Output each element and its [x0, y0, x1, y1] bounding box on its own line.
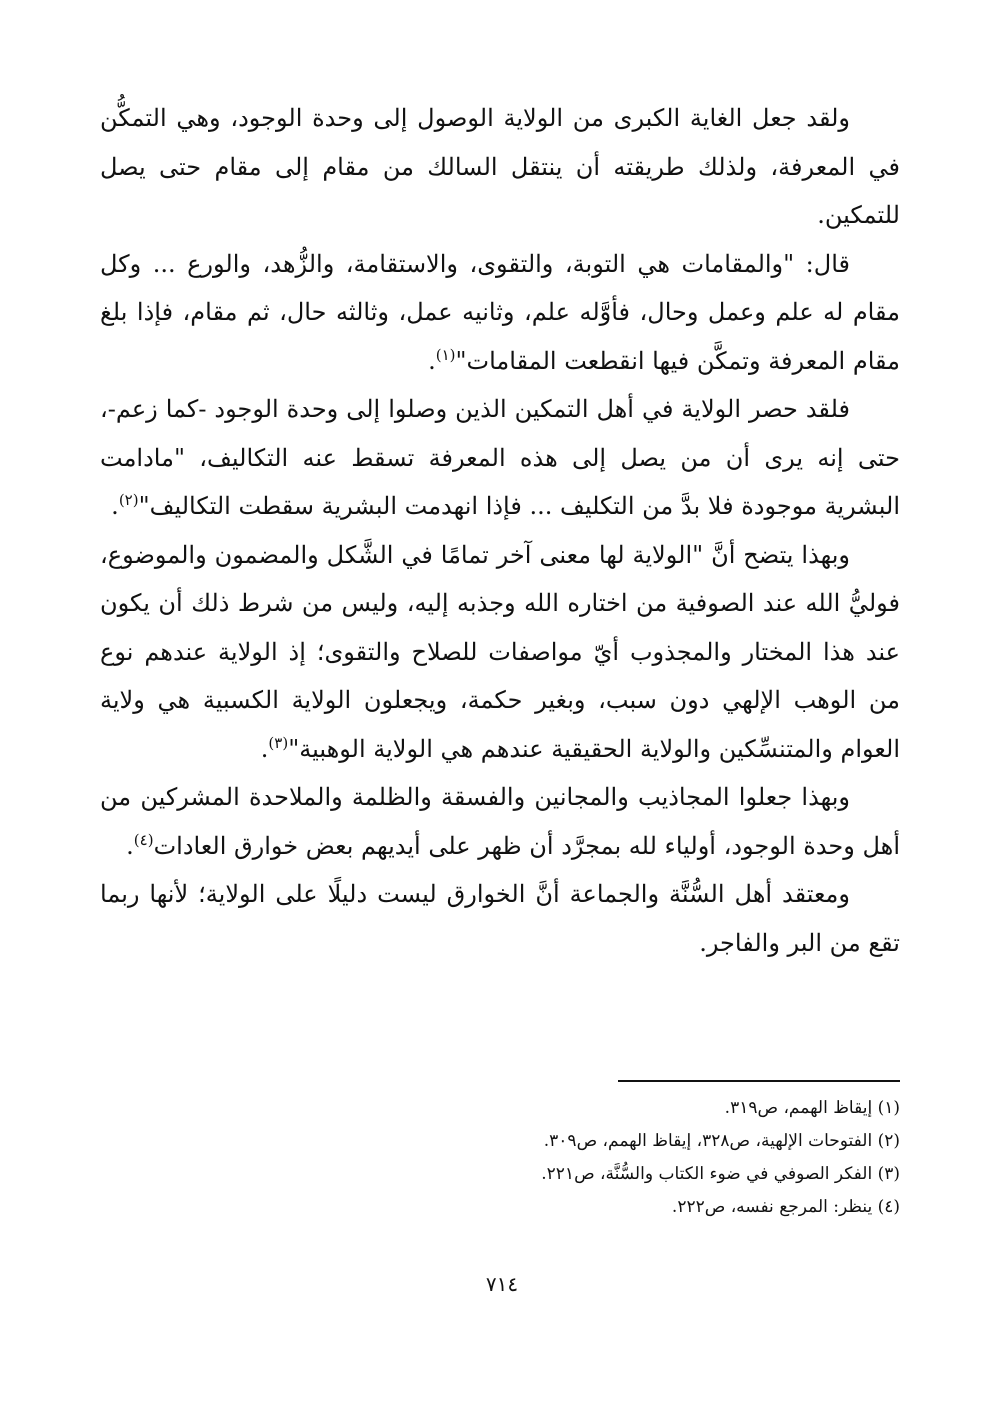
- footnote-reference[interactable]: (٤): [133, 830, 154, 849]
- footnote-3: (٣) الفكر الصوفي في ضوء الكتاب والسُّنَّة، ص٢٢١.: [541, 1164, 900, 1184]
- paragraph-3: [100, 385, 900, 531]
- paragraph-text: وبهذا يتضح أنَّ "الولاية لها معنى آخر تمامًا في الشَّكل والمضمون والموضوع، فوليُّ الله عند الصوفية من اختاره الله وجذبه إليه، وليس من شرط ذلك أن يكون عند هذا المختار والمجذوب أيّ مواصفات للصلاح والتقوى؛ إذ الولاية عندهم نوع من الوهب الإلهي دون سبب، وبغير حكمة، ويجعلون الولاية الكسبية هي ولاية العوام والمتنسِّكين والولاية الحقيقية عندهم هي الولاية الوهبية": [100, 540, 900, 763]
- paragraph-text: ومعتقد أهل السُّنَّة والجماعة أنَّ الخوارق ليست دليلًا على الولاية؛ لأنها ربما تقع من البر والفاجر.: [100, 880, 900, 957]
- footnote-reference[interactable]: (٢): [118, 491, 139, 509]
- paragraph-2: [100, 240, 900, 386]
- footnote-reference[interactable]: (١): [435, 345, 456, 364]
- footnote-4: (٤) ينظر: المرجع نفسه، ص٢٢٢.: [671, 1197, 900, 1217]
- footnote-2: (٢) الفتوحات الإلهية، ص٣٢٨، إيقاظ الهمم، ص٣٠٩.: [543, 1131, 900, 1151]
- paragraph-text: فلقد حصر الولاية في أهل التمكين الذين وصلوا إلى وحدة الوجود -كما زعم-، حتى إنه يرى أن من يصل إلى هذه المعرفة تسقط عنه التكاليف، "مادامت البشرية موجودة فلا بدَّ من التكليف ... فإذا انهدمت البشرية سقطت التكاليف": [100, 395, 900, 520]
- paragraph-text: قال: "والمقامات هي التوبة، والتقوى، والاستقامة، والزُّهد، والورع ... وكل مقام له علم وعمل وحال، فأوَّله علم، وثانيه عمل، وثالثه حال، ثم مقام، فإذا بلغ مقام المعرفة وتمكَّن فيها انقطعت المقامات": [100, 249, 900, 375]
- paragraph-text: ولقد جعل الغاية الكبرى من الولاية الوصول إلى وحدة الوجود، وهي التمكُّن في المعرفة، ولذلك طريقته أن ينتقل السالك من مقام إلى مقام حتى يصل للتمكين.: [100, 104, 900, 229]
- paragraph-5: [100, 773, 900, 870]
- paragraph-end: .: [428, 346, 436, 375]
- footnote-divider: [618, 1080, 900, 1082]
- footnote-reference[interactable]: (٣): [268, 733, 289, 752]
- page-number: ٧١٤: [485, 1272, 519, 1296]
- footnotes-section: [100, 1092, 900, 1224]
- paragraph-1: [100, 94, 900, 240]
- paragraph-end: .: [260, 734, 269, 763]
- paragraph-4: [100, 531, 900, 774]
- paragraph-text: وبهذا جعلوا المجاذيب والمجانين والفسقة والظلمة والملاحدة المشركين من أهل وحدة الوجود، أولياء لله بمجرَّد أن ظهر على أيديهم بعض خوارق العادات: [100, 783, 900, 860]
- paragraph-6: [100, 870, 900, 967]
- main-text: [100, 94, 900, 967]
- paragraph-end: .: [111, 492, 119, 520]
- footnote-1: (١) إيقاظ الهمم، ص٣١٩.: [724, 1098, 900, 1118]
- paragraph-end: .: [126, 831, 134, 860]
